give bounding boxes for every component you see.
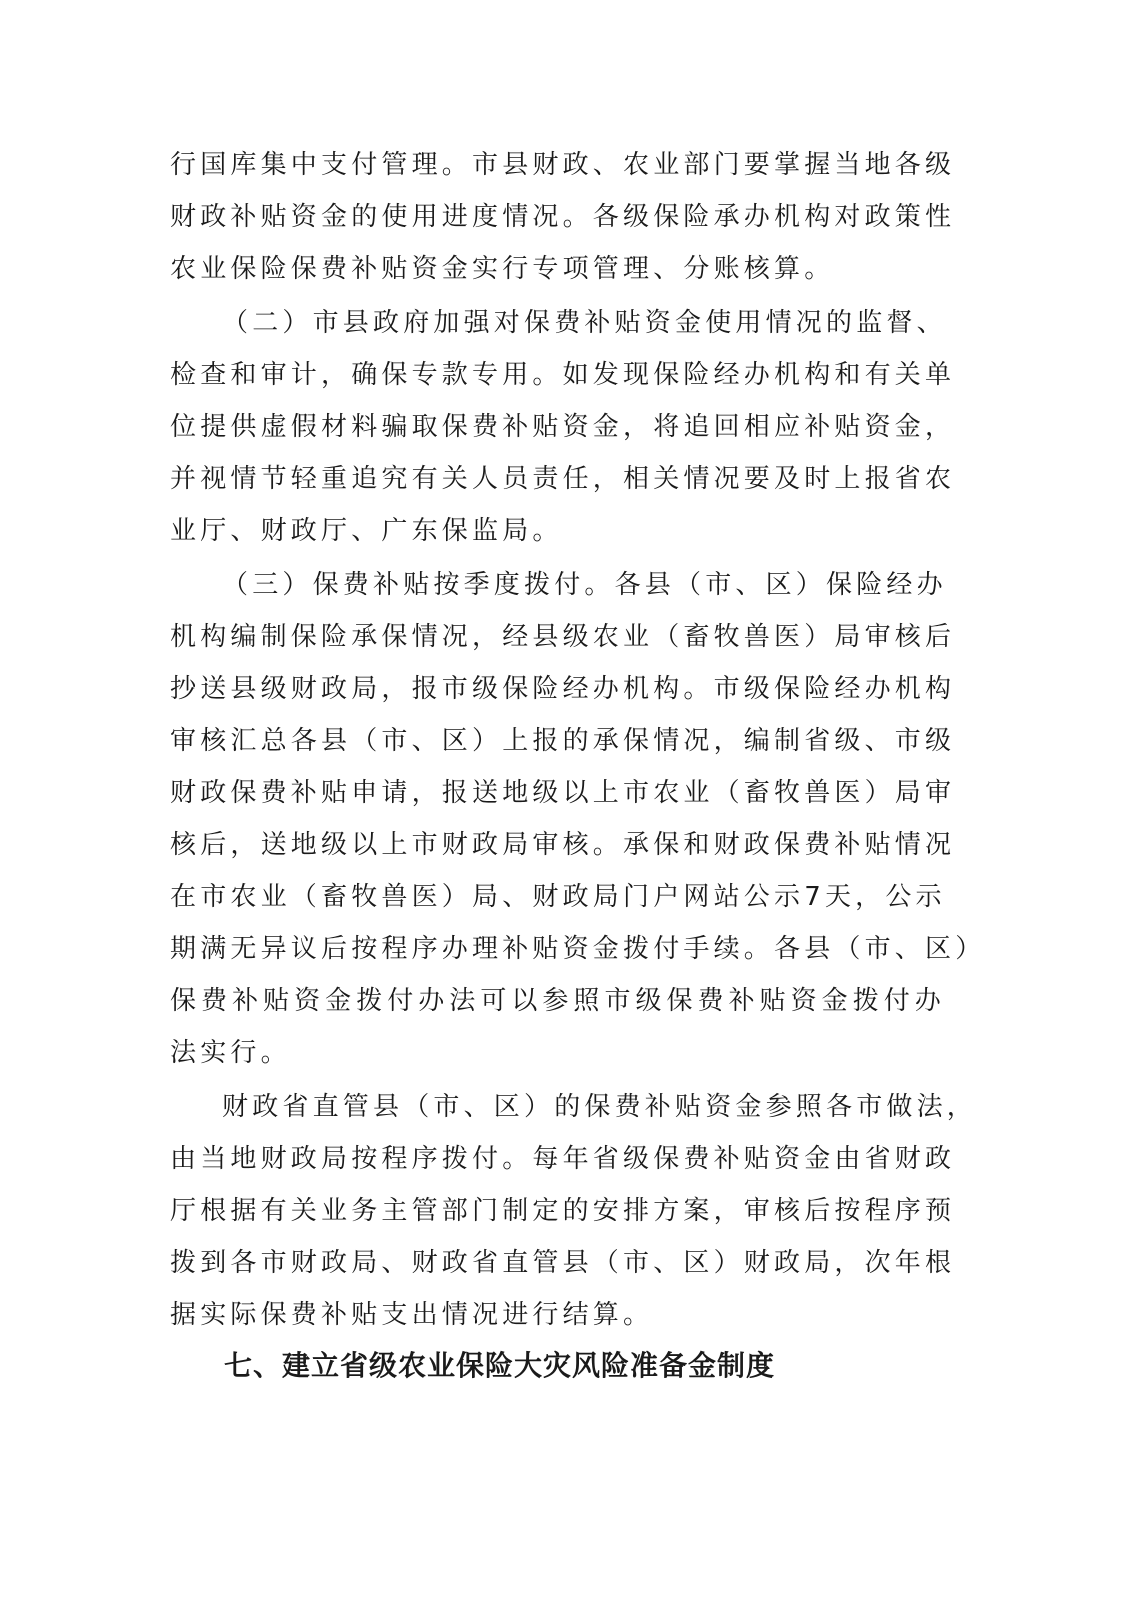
paragraph-3-line-7: 在市农业（畜牧兽医）局、财政局门户网站公示7天，公示: [170, 882, 946, 912]
paragraph-1-line-2: 财政补贴资金的使用进度情况。各级保险承办机构对政策性: [170, 202, 956, 232]
paragraph-2-line-2: 检查和审计，确保专款专用。如发现保险经办机构和有关单: [170, 360, 956, 390]
paragraph-4-line-5: 据实际保费补贴支出情况进行结算。: [170, 1300, 654, 1330]
paragraph-3-line-6: 核后，送地级以上市财政局审核。承保和财政保费补贴情况: [170, 830, 956, 860]
paragraph-3-line-5: 财政保费补贴申请，报送地级以上市农业（畜牧兽医）局审: [170, 778, 956, 808]
paragraph-3-line-3: 抄送县级财政局，报市级保险经办机构。市级保险经办机构: [170, 674, 956, 704]
paragraph-3-line-2: 机构编制保险承保情况，经县级农业（畜牧兽医）局审核后: [170, 622, 956, 652]
paragraph-2-line-1: （二）市县政府加强对保费补贴资金使用情况的监督、: [222, 308, 947, 338]
paragraph-1-line-1: 行国库集中支付管理。市县财政、农业部门要掌握当地各级: [170, 150, 956, 180]
paragraph-3-line-10: 法实行。: [170, 1038, 291, 1068]
paragraph-4-line-1: 财政省直管县（市、区）的保费补贴资金参照各市做法，: [222, 1092, 978, 1122]
paragraph-2-line-3: 位提供虚假材料骗取保费补贴资金，将追回相应补贴资金，: [170, 412, 956, 442]
paragraph-3-line-8: 期满无异议后按程序办理补贴资金拨付手续。各县（市、区）: [170, 934, 986, 964]
paragraph-4-line-3: 厅根据有关业务主管部门制定的安排方案，审核后按程序预: [170, 1196, 956, 1226]
paragraph-3-line-4: 审核汇总各县（市、区）上报的承保情况，编制省级、市级: [170, 726, 956, 756]
section-heading: 七、建立省级农业保险大灾风险准备金制度: [224, 1349, 776, 1382]
paragraph-3-line-9: 保费补贴资金拨付办法可以参照市级保费补贴资金拨付办: [170, 986, 945, 1016]
paragraph-1-line-3: 农业保险保费补贴资金实行专项管理、分账核算。: [170, 254, 835, 284]
paragraph-4-line-2: 由当地财政局按程序拨付。每年省级保费补贴资金由省财政: [170, 1144, 956, 1174]
paragraph-2-line-4: 并视情节轻重追究有关人员责任，相关情况要及时上报省农: [170, 464, 956, 494]
paragraph-4-line-4: 拨到各市财政局、财政省直管县（市、区）财政局，次年根: [170, 1248, 956, 1278]
paragraph-2-line-5: 业厅、财政厅、广东保监局。: [170, 516, 563, 546]
paragraph-3-line-1: （三）保费补贴按季度拨付。各县（市、区）保险经办: [222, 570, 947, 600]
